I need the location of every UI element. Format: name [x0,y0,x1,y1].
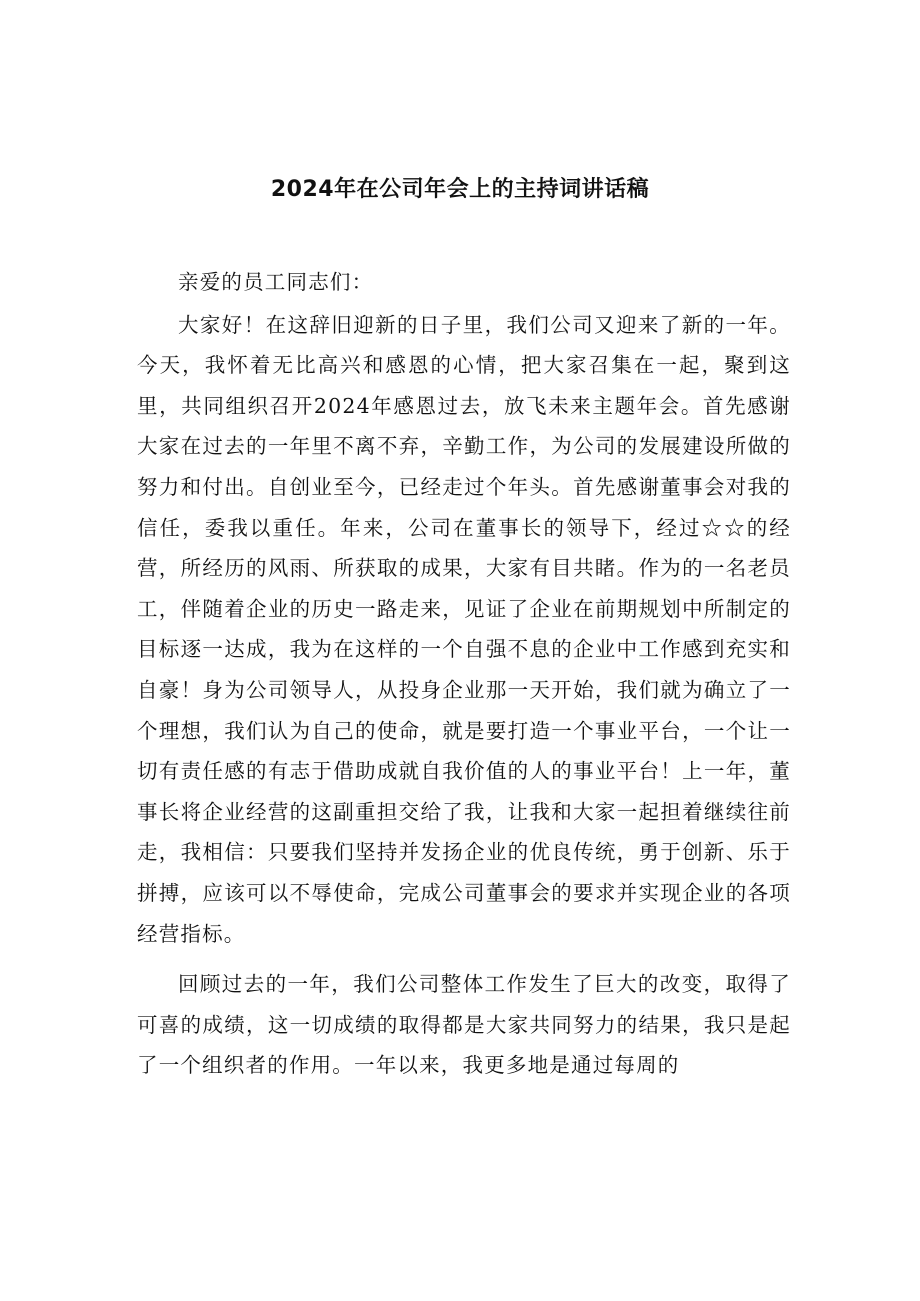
document-title: 2024年在公司年会上的主持词讲话稿 [270,177,650,202]
body-paragraph-2: 回顾过去的一年，我们公司整体工作发生了巨大的改变，取得了可喜的成绩，这一切成绩的取得都是大家共同努力的结果，我只是起了一个组织者的作用。一年以来，我更多地是通过每周的 [137,972,791,1078]
body-paragraph-1: 大家好！在这辞旧迎新的日子里，我们公司又迎来了新的一年。今天，我怀着无比高兴和感恩的心情，把大家召集在一起，聚到这里，共同组织召开2024年感恩过去，放飞未来主题年会。首先感谢大家在过去的一年里不离不弃，辛勤工作，为公司的发展建设所做的努力和付出。自创业至今，已经走过个年头。首先感谢董事会对我的信任，委我以重任。年来，公司在董事长的领导下，经过☆☆的经营，所经历的风雨、所获取的成果，大家有目共睹。作为的一名老员工，伴随着企业的历史一路走来，见证了企业在前期规划中所制定的目标逐一达成，我为在这样的一个自强不息的企业中工作感到充实和自豪！身为公司领导人，从投身企业那一天开始，我们就为确立了一个理想，我们认为自己的使命，就是要打造一个事业平台，一个让一切有责任感的有志于借助成就自我价值的人的事业平台！上一年，董事长将企业经营的这副重担交给了我，让我和大家一起担着继续往前走，我相信：只要我们坚持并发扬企业的优良传统，勇于创新、乐于拼搏，应该可以不辱使命，完成公司董事会的要求并实现企业的各项经营指标。 [137,312,791,946]
document-body [137,262,791,1086]
greeting-paragraph: 亲爱的员工同志们： [178,270,374,294]
